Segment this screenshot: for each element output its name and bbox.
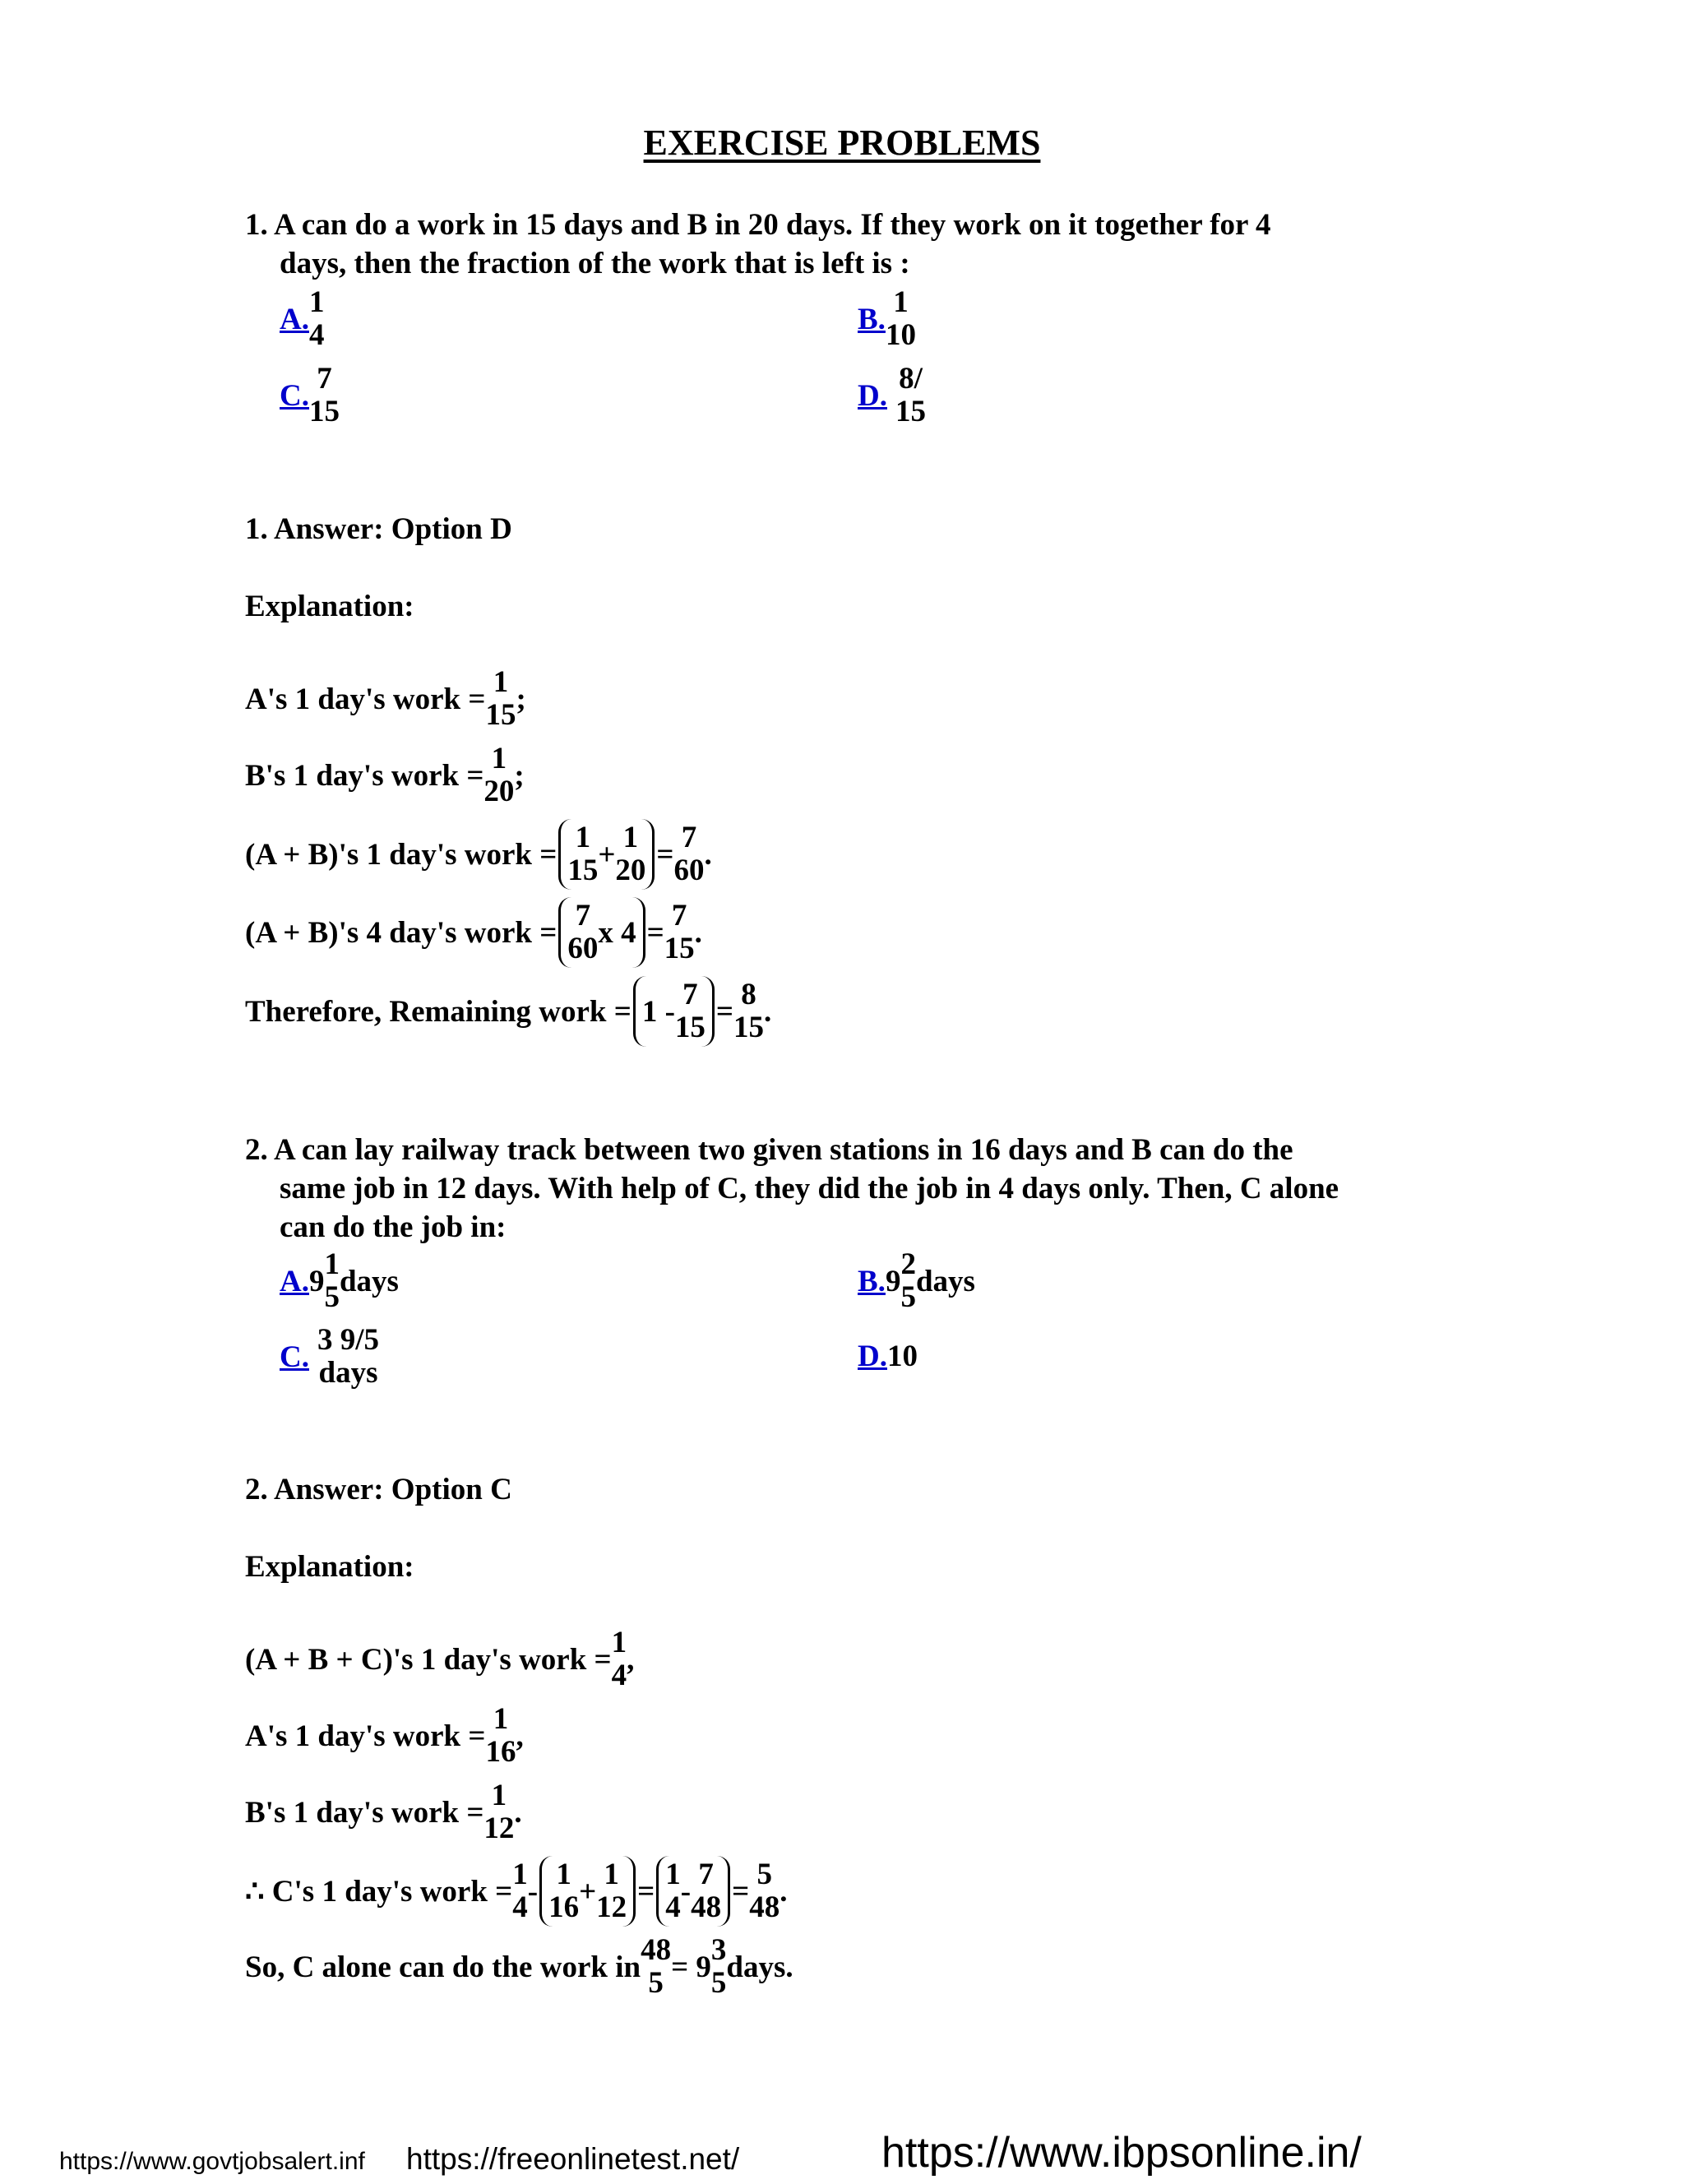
fraction: 48 5 <box>641 1933 672 2000</box>
q1-option-c[interactable] <box>280 363 340 428</box>
parenthesis: 1 15 + 1 20 <box>558 819 655 890</box>
parenthesis: 1 4 - 7 48 <box>656 1856 730 1927</box>
q2-step-3: B's 1 day's work = 1 12 . <box>245 1779 522 1845</box>
option-b-fraction: 1 10 <box>885 285 916 352</box>
option-a-fraction: 1 4 <box>308 285 325 352</box>
fraction: 7 15 <box>664 899 695 965</box>
fraction: 1 20 <box>483 742 515 808</box>
option-a-link[interactable]: A. <box>280 1264 309 1298</box>
option-c-link[interactable]: C. <box>280 1340 309 1374</box>
q2-step-1: (A + B + C)'s 1 day's work = 1 4 , <box>245 1626 635 1692</box>
q1-step-2: B's 1 day's work = 1 20 ; <box>245 742 525 808</box>
fraction: 8 15 <box>733 978 765 1044</box>
parenthesis: 1 - 7 15 <box>633 976 715 1047</box>
option-b-link[interactable]: B. <box>858 1264 886 1298</box>
q2-answer: 2. Answer: Option C <box>245 1473 512 1506</box>
option-d-link[interactable]: D. <box>858 1340 887 1373</box>
q1-answer: 1. Answer: Option D <box>245 512 512 546</box>
question-2-line-3: can do the job in: <box>280 1210 507 1244</box>
fraction: 1 16 <box>485 1702 516 1769</box>
parenthesis: 1 16 + 1 12 <box>539 1856 636 1927</box>
q2-option-b[interactable]: B. 9 2 5 days <box>858 1247 975 1314</box>
fraction: 1 4 <box>611 1626 627 1692</box>
fraction: 3 5 <box>710 1933 727 2000</box>
fraction: 1 12 <box>483 1779 515 1845</box>
question-1-line-1: 1. A can do a work in 15 days and B in 20 days. If they work on it together for 4 <box>245 208 1271 242</box>
q1-step-3: (A + B)'s 1 day's work = 1 15 + 1 20 = 7 60 . <box>245 819 712 890</box>
q1-explanation-heading: Explanation: <box>245 590 414 623</box>
q1-step-5: Therefore, Remaining work = 1 - 7 15 = 8 15 . <box>245 976 771 1047</box>
fraction: 7 60 <box>673 821 705 887</box>
q2-step-4: ∴ C's 1 day's work = 1 4 - 1 16 + 1 12 = 1 4 - 7 48 = 5 48 . <box>245 1856 787 1927</box>
q1-option-a[interactable] <box>280 286 324 352</box>
q2-explanation-heading: Explanation: <box>245 1550 414 1584</box>
parenthesis: 7 60 x 4 <box>558 897 645 968</box>
option-d-fraction: 8/ 15 <box>895 362 926 428</box>
question-2-line-1: 2. A can lay railway track between two given stations in 16 days and B can do the <box>245 1133 1293 1167</box>
q1-option-b[interactable] <box>858 286 916 352</box>
option-c-link[interactable]: C. <box>280 378 309 413</box>
footer-link-ibpsonline[interactable]: https://www.ibpsonline.in/ <box>881 2129 1362 2177</box>
fraction: 1 15 <box>485 665 516 732</box>
option-a-link[interactable]: A. <box>280 302 309 336</box>
q2-step-2: A's 1 day's work = 1 16 , <box>245 1702 524 1769</box>
q1-step-1: A's 1 day's work = 1 15 ; <box>245 665 526 732</box>
q1-option-d[interactable] <box>858 363 926 428</box>
fraction: 5 48 <box>749 1858 780 1924</box>
fraction: 1 4 <box>512 1858 528 1924</box>
question-2-line-2: same job in 12 days. With help of C, they did the job in 4 days only. Then, C alone <box>280 1172 1339 1205</box>
question-1-line-2: days, then the fraction of the work that is left is : <box>280 247 910 280</box>
option-c-fraction: 7 15 <box>308 362 340 428</box>
fraction: 2 5 <box>900 1247 916 1314</box>
option-d-link[interactable]: D. <box>858 378 887 413</box>
page-title: EXERCISE PROBLEMS <box>643 123 1041 163</box>
footer-link-freeonlinetest[interactable]: https://freeonlinetest.net/ <box>406 2142 740 2176</box>
fraction: 1 5 <box>324 1247 340 1314</box>
q2-option-c[interactable]: C. 3 9/5 days <box>280 1323 380 1390</box>
option-b-link[interactable]: B. <box>858 302 886 336</box>
q2-option-d[interactable]: D. 10 <box>858 1340 918 1373</box>
q2-step-5: So, C alone can do the work in 48 5 = 9 3 5 days. <box>245 1933 793 2000</box>
q2-option-a[interactable]: A. 9 1 5 days <box>280 1247 399 1314</box>
q1-step-4: (A + B)'s 4 day's work = 7 60 x 4 = 7 15 . <box>245 897 702 968</box>
footer-link-govtjobsalert[interactable]: https://www.govtjobsalert.inf <box>59 2148 365 2175</box>
